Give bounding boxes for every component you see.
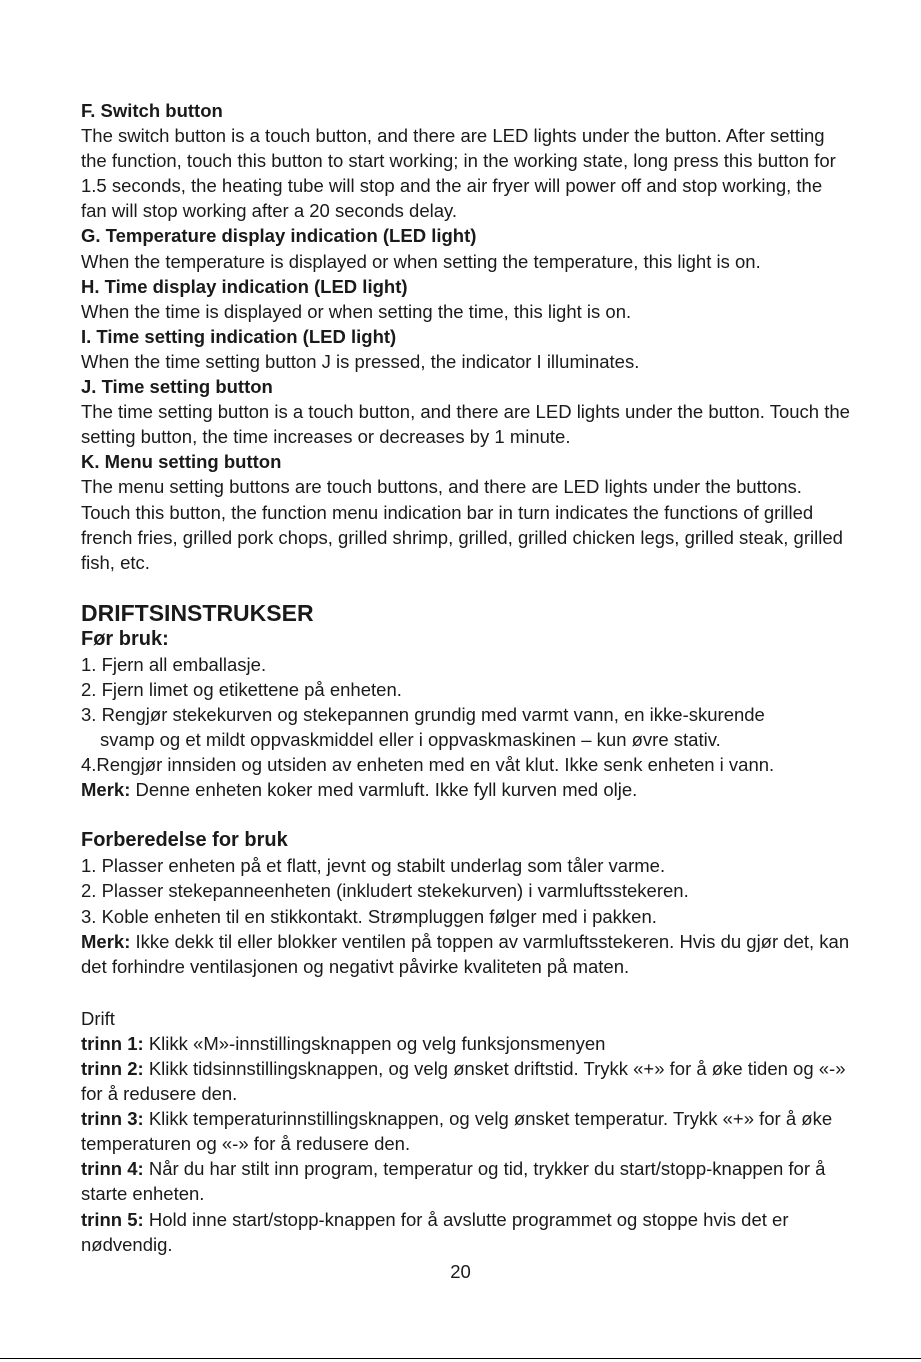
step-text: Klikk tidsinnstillingsknappen, og velg ønsket driftstid. Trykk «+» for å øke tiden og «-» for å redusere den.: [81, 1058, 846, 1105]
spacer: [81, 575, 851, 599]
spacer: [81, 802, 851, 828]
note-text: Denne enheten koker med varmluft. Ikke fyll kurven med olje.: [130, 779, 638, 801]
spec-body-time-setting-indication: When the time setting button J is pressed, the indicator I illuminates.: [81, 350, 640, 372]
preparation-item: 2. Plasser stekepanneenheten (inkludert stekekurven) i varmluftsstekeren.: [81, 880, 689, 902]
step-text: Når du har stilt inn program, temperatur og tid, trykker du start/stopp-knappen for å starte enheten.: [81, 1158, 826, 1205]
step-label: trinn 1:: [81, 1032, 144, 1054]
step-label: trinn 4:: [81, 1158, 144, 1180]
spec-heading-time-setting-button: J. Time setting button: [81, 376, 273, 398]
step-label: trinn 2:: [81, 1058, 144, 1079]
spec-heading-time-display-indication: H. Time display indication (LED light): [81, 275, 408, 297]
note-label: Merk:: [81, 779, 131, 801]
before-use-note: [81, 777, 851, 802]
operation-step: [81, 1031, 851, 1056]
spacer: [81, 979, 851, 1006]
spec-body-temperature-indication: When the temperature is displayed or when setting the temperature, this light is on.: [81, 250, 761, 272]
before-use-item: 3. Rengjør stekekurven og stekepannen grundig med varmt vann, en ikke-skurende: [81, 703, 765, 725]
before-use-item-continuation: svamp og et mildt oppvaskmiddel eller i oppvaskmaskinen – kun øvre stativ.: [100, 729, 721, 751]
step-text: Klikk temperaturinnstillingsknappen, og velg ønsket temperatur. Trykk «+» for å øke temperaturen og «-» for å redusere den.: [81, 1108, 833, 1155]
preparation-item: 3. Koble enheten til en stikkontakt. Strømpluggen følger med i pakken.: [81, 905, 657, 927]
spec-heading-temperature-indication: G. Temperature display indication (LED light): [81, 225, 477, 247]
operation-step: [81, 1207, 851, 1257]
spec-body-time-display-indication: When the time is displayed or when setting the time, this light is on.: [81, 300, 632, 322]
manual-page-content: [81, 98, 851, 1257]
subsection-title-preparation: Forberedelse for bruk: [81, 829, 288, 852]
spec-body-menu-setting-button: The menu setting buttons are touch buttons, and there are LED lights under the buttons. Touch this button, the function menu indication bar in turn indicates the functions of grilled french fries, grilled pork chops, grilled shrimp, grilled, grilled chicken legs, grilled steak, grilled fish, etc.: [81, 476, 843, 573]
step-label: trinn 3:: [81, 1108, 144, 1130]
operation-step: [81, 1056, 851, 1106]
operation-step: [81, 1156, 851, 1206]
before-use-item: 2. Fjern limet og etikettene på enheten.: [81, 678, 402, 700]
subsection-title-operation: Drift: [81, 1007, 115, 1029]
step-text: Hold inne start/stopp-knappen for å avslutte programmet og stoppe hvis det er nødvendig.: [81, 1208, 789, 1255]
step-text: Klikk «M»-innstillingsknappen og velg funksjonsmenyen: [143, 1032, 606, 1054]
page-number: 20: [450, 1261, 471, 1282]
preparation-item: 1. Plasser enheten på et flatt, jevnt og stabilt underlag som tåler varme.: [81, 855, 666, 877]
operation-step: [81, 1106, 851, 1156]
note-text: Ikke dekk til eller blokker ventilen på toppen av varmluftsstekeren. Hvis du gjør det, kan det forhindre ventilasjonen og negativt påvirke kvaliteten på maten.: [81, 930, 850, 977]
preparation-note: [81, 929, 851, 979]
before-use-item: 4.Rengjør innsiden og utsiden av enheten med en våt klut. Ikke senk enheten i vann.: [81, 754, 775, 776]
spec-heading-switch-button: F. Switch button: [81, 100, 223, 121]
note-label: Merk:: [81, 930, 131, 952]
spec-body-time-setting-button: The time setting button is a touch button, and there are LED lights under the button. Touch the setting button, the time increases or decreases by 1 minute.: [81, 401, 850, 448]
spec-heading-time-setting-indication: I. Time setting indication (LED light): [81, 325, 397, 347]
section-title-operating-instructions: DRIFTSINSTRUKSER: [81, 599, 314, 626]
before-use-item: 1. Fjern all emballasje.: [81, 653, 267, 675]
spec-body-switch-button: The switch button is a touch button, and there are LED lights under the button. After setting the function, touch this button to start working; in the working state, long press this button for 1.5 seconds, the heating tube will stop and the air fryer will power off and stop working, the fan will stop working after a 20 seconds delay.: [81, 125, 836, 222]
page-bottom-divider: [0, 1358, 921, 1359]
subsection-title-before-use: Før bruk:: [81, 627, 169, 650]
spec-heading-menu-setting-button: K. Menu setting button: [81, 451, 282, 473]
step-label: trinn 5:: [81, 1208, 144, 1230]
